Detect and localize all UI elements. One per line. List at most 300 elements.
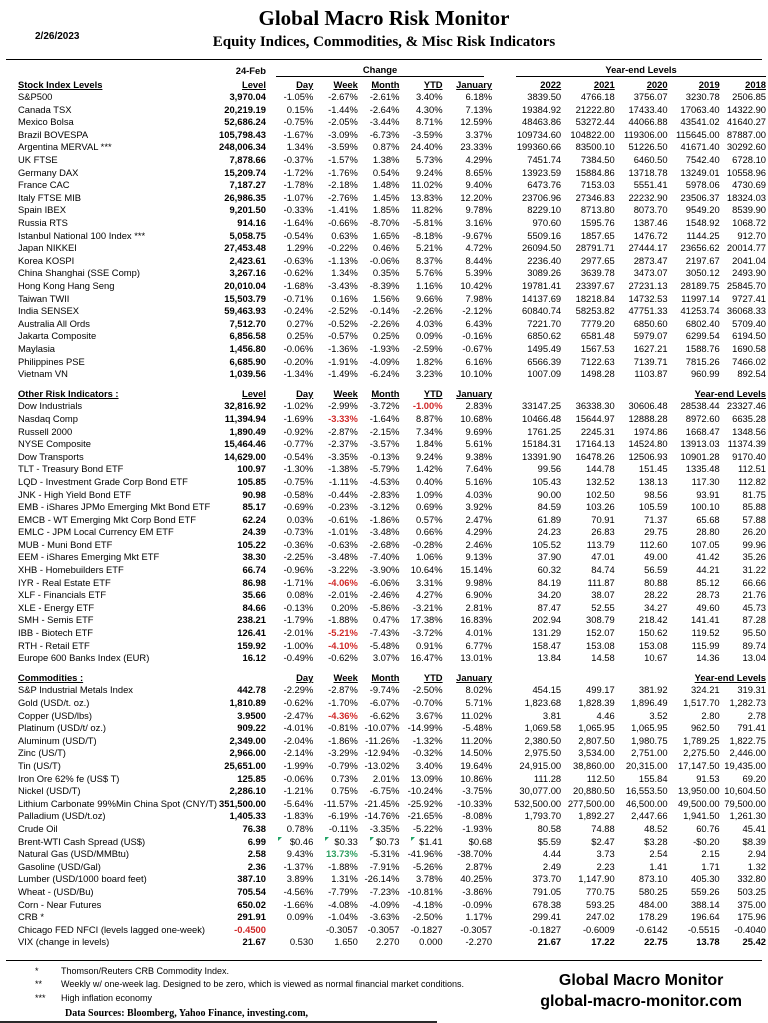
table-row	[2, 911, 768, 924]
cell-ye-2022: 111.28	[533, 772, 562, 784]
cell-ye-2019: -0.5515	[687, 923, 720, 935]
cell-ytd: 11.02%	[411, 179, 443, 191]
row-label: IBB - Biotech ETF	[18, 627, 94, 639]
cell-ye-2021: 104822.00	[570, 128, 615, 140]
cell-ye-2018: 95.50	[742, 627, 766, 639]
cell-ytd: -10.81%	[407, 885, 443, 897]
cell-month: -11.26%	[365, 734, 400, 746]
table-row	[2, 217, 768, 230]
cell-level: 11,394.94	[224, 412, 266, 424]
cell-ye-2019: 17063.40	[680, 103, 720, 115]
cell-ye-2018: 69.20	[742, 772, 766, 784]
cell-ye-2021: 38,860.00	[573, 759, 615, 771]
cell-month: -4.09%	[369, 898, 400, 910]
table-row	[2, 355, 768, 368]
cell-ytd: 5.21%	[415, 242, 443, 254]
cell-ye-2021: 3.73	[596, 848, 615, 860]
cell-ye-2021: 112.50	[586, 772, 615, 784]
cell-ye-2019: 41.42	[696, 551, 720, 563]
cell-ye-2021: 3,534.00	[578, 747, 615, 759]
cell-ye-2021: 1567.53	[580, 342, 615, 354]
cell-ye-2021: 2.23	[596, 860, 615, 872]
cell-month: -5.48%	[369, 639, 400, 651]
cell-january: -8.08%	[462, 810, 493, 822]
cell-day: -1.05%	[283, 91, 314, 103]
cell-ye-2022: 791.05	[532, 885, 562, 897]
table-row	[2, 760, 768, 773]
cell-ye-2019: 9549.20	[685, 204, 720, 216]
cell-ytd: -3.59%	[412, 128, 443, 140]
cell-day: -2.01%	[283, 627, 314, 639]
cell-ye-2020: 71.37	[644, 513, 668, 525]
table-row	[2, 488, 768, 501]
header-divider	[6, 59, 762, 60]
cell-level: 16.12	[242, 652, 266, 664]
cell-level: 24.39	[242, 526, 266, 538]
cell-ytd: -41.96%	[407, 848, 443, 860]
cell-ye-2020: 12506.93	[628, 450, 668, 462]
cell-month: -6.75%	[369, 785, 400, 797]
cell-january: 10.86%	[460, 772, 493, 784]
cell-ye-2020: 12888.28	[628, 412, 668, 424]
cell-ye-2020: 44066.88	[628, 116, 668, 128]
cell-ye-2020: 49.00	[644, 551, 668, 563]
cell-ye-2021: 23397.67	[575, 280, 615, 291]
table-row	[2, 129, 768, 142]
cell-ye-2022: 6850.62	[527, 330, 562, 342]
table-row	[2, 154, 768, 167]
cell-ye-2022: 19781.41	[522, 280, 562, 291]
cell-ye-2019: 7815.26	[685, 355, 720, 367]
cell-ye-2019: 1335.48	[685, 463, 720, 475]
cell-week: -4.06%	[328, 576, 358, 588]
table-row	[2, 672, 768, 685]
cell-ye-2021: 1857.65	[580, 229, 615, 241]
risk-table	[2, 64, 768, 956]
cell-level: 1,890.49	[229, 425, 266, 437]
cell-week: -11.57%	[323, 797, 358, 809]
cell-ye-2022: $5.59	[537, 835, 562, 847]
cell-ye-2020: 119306.00	[623, 128, 668, 140]
cell-ye-2022: 199360.66	[516, 141, 562, 153]
cell-ye-2021: 7122.63	[580, 355, 615, 367]
cell-level: 105,798.43	[219, 128, 266, 140]
cell-ye-2018: 41640.27	[726, 116, 766, 128]
cell-ye-2021: 308.79	[586, 614, 615, 626]
row-label: TLT - Treasury Bond ETF	[18, 463, 124, 475]
cell-ye-2021: 21222.80	[575, 103, 615, 115]
column-header-label: YTD	[423, 387, 443, 399]
cell-day: -0.77%	[283, 438, 314, 450]
cell-level: 2,349.00	[229, 734, 266, 746]
cell-month: -5.86%	[369, 601, 400, 613]
cell-month: -26.14%	[364, 873, 400, 885]
cell-ye-2019: 43541.02	[680, 116, 720, 128]
row-label: Hong Kong Hang Seng	[18, 280, 115, 291]
table-row	[2, 330, 768, 343]
cell-ytd: 0.66%	[415, 526, 443, 538]
cell-ye-2018: 892.54	[737, 368, 766, 380]
column-header-label: Month	[371, 387, 400, 399]
cell-ye-2022: 5509.16	[527, 229, 562, 241]
cell-january: 8.65%	[465, 166, 493, 178]
column-header-label: YTD	[423, 78, 443, 90]
table-row	[2, 747, 768, 760]
cell-ye-2021: 1,892.27	[578, 810, 615, 822]
cell-week: -1.70%	[328, 697, 358, 708]
cell-month: -5.31%	[369, 848, 400, 860]
cell-month: -2.61%	[369, 91, 400, 103]
cell-month: -3.72%	[369, 400, 400, 412]
cell-january: -2.270	[465, 936, 493, 948]
brand-site: global-macro-monitor.com	[540, 993, 742, 1011]
cell-ye-2018: 89.74	[742, 639, 766, 651]
row-label: Lithium Carbonate 99%Min China Spot (CNY/T)	[18, 797, 218, 809]
footer-divider	[6, 960, 762, 961]
cell-week: -2.87%	[328, 684, 358, 696]
cell-ye-2020: 2,751.00	[631, 747, 668, 759]
cell-ye-2019: 6802.40	[685, 317, 720, 329]
cell-week: -0.3057	[326, 923, 358, 935]
table-row	[2, 589, 768, 602]
yearend-group-header	[494, 64, 768, 78]
table-row	[2, 318, 768, 331]
cell-ye-2018: 1690.58	[732, 342, 766, 354]
row-label: Corn - Near Futures	[18, 898, 102, 910]
cell-ye-2018: 26.20	[742, 526, 766, 538]
cell-ye-2020: 22.75	[644, 936, 668, 948]
cell-january: 3.92%	[465, 501, 493, 513]
cell-ytd: 0.09%	[415, 330, 443, 342]
cell-day: -1.68%	[283, 280, 314, 291]
cell-january: 4.03%	[465, 488, 493, 500]
cell-ye-2018: 25845.70	[726, 280, 766, 291]
table-row	[2, 697, 768, 710]
cell-january: 9.98%	[465, 576, 493, 588]
cell-level: 159.92	[237, 639, 266, 651]
row-label: XHB - Homebuilders ETF	[18, 564, 124, 576]
cell-ye-2019: 65.68	[696, 513, 720, 525]
cell-month: -7.91%	[369, 860, 400, 872]
cell-january: 11.02%	[461, 709, 493, 721]
cell-month: 0.47%	[372, 614, 400, 626]
column-header-label: 2020	[646, 78, 668, 90]
cell-january: 10.42%	[460, 280, 493, 291]
table-row	[2, 640, 768, 653]
table-row	[2, 104, 768, 117]
change-group-header	[268, 64, 494, 78]
cell-ye-2021: 4766.18	[580, 91, 615, 103]
cell-ye-2019: 405.30	[690, 873, 720, 885]
cell-ye-2018: 19,435.00	[724, 759, 766, 771]
column-header-label: Week	[333, 671, 358, 683]
cell-january: 23.33%	[460, 141, 493, 153]
cell-week: 0.75%	[331, 785, 358, 797]
cell-week: -0.23%	[328, 501, 358, 513]
cell-ytd: 8.37%	[415, 254, 443, 266]
table-row	[2, 564, 768, 577]
cell-ytd: 17.38%	[410, 614, 443, 626]
table-row	[2, 835, 768, 848]
cell-ye-2018: 1.32	[747, 860, 766, 872]
row-label: Korea KOSPI	[18, 254, 75, 266]
row-label: Tin (US/T)	[18, 759, 61, 771]
cell-day: -0.24%	[283, 305, 314, 317]
cell-ye-2019: 44.21	[696, 564, 720, 576]
table-row	[2, 848, 768, 861]
cell-week: -1.11%	[328, 475, 358, 487]
group-header-label: Change	[276, 64, 484, 77]
cell-ye-2022: 21.67	[537, 936, 562, 948]
cell-ye-2019: 6299.54	[685, 330, 720, 342]
cell-ye-2021: 36338.30	[575, 400, 615, 412]
cell-ye-2020: 10.67	[644, 652, 668, 664]
cell-ye-2018: 503.25	[737, 885, 766, 897]
cell-ytd: -0.1827	[410, 923, 443, 935]
row-label: IYR - Real Estate ETF	[18, 576, 111, 588]
table-row	[2, 652, 768, 665]
cell-ye-2019: 115.99	[691, 639, 720, 651]
cell-january: -5.48%	[462, 722, 493, 734]
cell-week: -0.63%	[328, 538, 358, 550]
footnote-marker: **	[35, 979, 43, 990]
cell-week: -0.61%	[328, 513, 358, 525]
cell-ye-2021: 1,065.95	[578, 722, 615, 734]
row-label: XLF - Financials ETF	[18, 589, 107, 601]
cell-ye-2019: 23506.37	[680, 191, 720, 203]
row-label: Jakarta Composite	[18, 330, 97, 342]
cell-day: -1.66%	[283, 898, 314, 910]
cell-ye-2018: 11374.39	[727, 438, 766, 450]
row-label: Dow Industrials	[18, 400, 83, 412]
row-label: Italy FTSE MIB	[18, 191, 82, 203]
cell-ye-2021: 83500.10	[575, 141, 615, 153]
table-row	[2, 476, 768, 489]
cell-ye-2022: 7451.74	[527, 154, 562, 166]
cell-ye-2018: 45.41	[742, 822, 766, 834]
cell-month: 2.270	[375, 936, 400, 948]
cell-ye-2020: 5979.07	[633, 330, 668, 342]
cell-week: -2.87%	[328, 425, 358, 437]
cell-level: 126.41	[237, 627, 266, 639]
column-header-label: 2019	[698, 78, 720, 90]
table-row	[2, 78, 768, 91]
cell-ye-2018: 2,446.00	[729, 747, 766, 759]
cell-level: 1,039.56	[229, 368, 266, 380]
column-header-label: Level	[241, 387, 266, 399]
table-row	[2, 64, 768, 78]
cell-ye-2021: 1,828.39	[578, 697, 615, 708]
column-header-label: Year-end Levels	[694, 671, 766, 683]
yearend-group-header	[494, 672, 768, 685]
cell-level: 76.38	[242, 822, 266, 834]
cell-day: -1.67%	[283, 128, 314, 140]
cell-day: -0.06%	[283, 342, 314, 354]
column-header-label: January	[456, 78, 493, 90]
cell-ytd: 0.000	[419, 936, 443, 948]
cell-ye-2018: 85.88	[742, 501, 766, 513]
row-label: Nickel (USD/T)	[18, 785, 81, 797]
table-row	[2, 91, 768, 104]
cell-day: 0.530	[289, 936, 314, 948]
cell-january: 12.59%	[460, 116, 493, 128]
cell-ye-2022: 14137.69	[522, 292, 562, 304]
cell-month: -1.64%	[369, 412, 400, 424]
cell-ye-2018: 375.00	[737, 898, 766, 910]
cell-january: 4.72%	[465, 242, 493, 254]
brand-name: Global Macro Monitor	[558, 971, 724, 989]
cell-month: 1.48%	[372, 179, 400, 191]
cell-ytd: 24.40%	[410, 141, 443, 153]
cell-ytd: 13.83%	[410, 191, 443, 203]
cell-ytd: 3.23%	[415, 368, 443, 380]
cell-ye-2020: -0.6142	[635, 923, 668, 935]
cell-day: -0.58%	[283, 488, 314, 500]
cell-ytd: -5.22%	[412, 822, 443, 834]
cell-level: 6,856.58	[229, 330, 266, 342]
cell-month: -2.68%	[369, 538, 400, 550]
cell-day: 0.27%	[286, 317, 314, 329]
cell-ye-2019: 107.05	[690, 538, 720, 550]
cell-month: -0.13%	[369, 450, 400, 462]
cell-week: -3.09%	[328, 128, 358, 140]
cell-ye-2021: 593.25	[586, 898, 615, 910]
cell-ye-2020: 3.52	[649, 709, 668, 721]
cell-ye-2021: 111.87	[587, 576, 615, 588]
row-label: Dow Transports	[18, 450, 84, 462]
cell-day: -5.64%	[283, 797, 314, 809]
row-label: EEM - iShares Emerging Mkt ETF	[18, 551, 160, 563]
yearend-group-header	[494, 388, 768, 401]
cell-level: 26,986.35	[224, 191, 266, 203]
row-label: UK FTSE	[18, 154, 58, 166]
footnote-text: Weekly w/ one-week lag. Designed to be zero, which is viewed as normal financial market conditions.	[61, 979, 465, 990]
cell-ye-2022: 105.52	[532, 538, 562, 550]
cell-january: 5.39%	[465, 267, 493, 279]
cell-level: 14,629.00	[224, 450, 266, 462]
cell-ye-2022: 6566.39	[527, 355, 562, 367]
cell-january: 3.16%	[465, 217, 493, 229]
row-label: Chicago FED NFCI (levels lagged one-week)	[18, 923, 206, 935]
cell-ye-2019: 5978.06	[685, 179, 720, 191]
table-row	[2, 305, 768, 318]
cell-day: 0.09%	[286, 911, 314, 923]
cell-week: -0.11%	[328, 822, 358, 834]
cell-ye-2018: 99.96	[742, 538, 766, 550]
cell-level: 2.36	[247, 860, 266, 872]
table-row	[2, 388, 768, 401]
cell-ye-2020: 580.25	[638, 885, 668, 897]
cell-ye-2018: 1,261.30	[729, 810, 766, 822]
cell-level: 38.30	[242, 551, 266, 563]
row-label: Russell 2000	[18, 425, 73, 437]
cell-month: -13.02%	[364, 759, 400, 771]
cell-ye-2020: 105.59	[638, 501, 668, 513]
cell-ytd: -2.50%	[412, 684, 443, 696]
cell-january: -0.67%	[462, 342, 493, 354]
cell-level: 1,405.33	[229, 810, 266, 822]
cell-ye-2018: 2506.85	[732, 91, 766, 103]
cell-week: -3.48%	[328, 551, 358, 563]
row-label: NYSE Composite	[18, 438, 91, 450]
row-label: Australia All Ords	[18, 317, 90, 329]
cell-month: 2.01%	[372, 772, 400, 784]
cell-ye-2020: 138.13	[638, 475, 668, 487]
cell-month: 0.46%	[372, 242, 400, 254]
col-header-level	[219, 388, 268, 401]
cell-ye-2019: 2.80	[701, 709, 720, 721]
cell-ye-2021: 26.83	[591, 526, 615, 538]
cell-day: -1.79%	[283, 614, 314, 626]
cell-ye-2021: 1,147.90	[578, 873, 615, 885]
cell-january: 11.20%	[461, 734, 493, 746]
cell-week: -1.41%	[328, 204, 358, 216]
table-row	[2, 949, 768, 956]
cell-ytd: -0.70%	[412, 697, 443, 708]
cell-ye-2018: 332.80	[737, 873, 766, 885]
table-row	[2, 400, 768, 413]
cell-month: -3.12%	[369, 501, 400, 513]
cell-day: -4.56%	[283, 885, 314, 897]
cell-ye-2021: 144.78	[586, 463, 615, 475]
table-row	[2, 602, 768, 615]
cell-january: -10.33%	[457, 797, 493, 809]
cell-ye-2022: 99.56	[537, 463, 562, 475]
cell-ytd: -3.72%	[412, 627, 443, 639]
cell-week: -0.57%	[328, 330, 358, 342]
cell-ye-2022: 7221.70	[527, 317, 562, 329]
cell-ye-2021: 152.07	[586, 627, 615, 639]
cell-day: -0.36%	[283, 538, 314, 550]
cell-month: -6.24%	[369, 368, 400, 380]
cell-month: -21.45%	[364, 797, 400, 809]
section-header	[2, 672, 219, 685]
cell-ye-2021: 8713.80	[580, 204, 615, 216]
row-label: Lumber (USD/1000 board feet)	[18, 873, 147, 885]
cell-ytd: 10.64%	[410, 564, 443, 576]
cell-ye-2019: 1.71	[701, 860, 720, 872]
cell-january: 13.01%	[460, 652, 493, 664]
table-row	[2, 179, 768, 192]
cell-january: $0.68	[468, 835, 493, 847]
cell-level: 6.99	[247, 835, 266, 847]
cell-ye-2019: 11997.14	[681, 292, 720, 304]
row-label: Gold (USD/t. oz.)	[18, 697, 90, 708]
cell-ye-2019: 10901.28	[680, 450, 720, 462]
col-header-2019	[670, 78, 722, 91]
row-label: Aluminum (USD/T)	[18, 734, 97, 746]
cell-ytd: 3.78%	[415, 873, 443, 885]
cell-ytd: -8.18%	[412, 229, 443, 241]
cell-month: -1.86%	[369, 513, 400, 525]
cell-ye-2019: 85.12	[696, 576, 720, 588]
cell-level: 442.78	[237, 684, 266, 696]
cell-ye-2020: 1627.21	[633, 342, 668, 354]
row-label: EMB - iShares JPMo Emerging Mkt Bond ETF	[18, 501, 211, 513]
table-row	[2, 898, 768, 911]
cell-ye-2019: 8972.60	[685, 412, 720, 424]
cell-day: -1.37%	[283, 860, 314, 872]
cell-january: -3.75%	[462, 785, 493, 797]
cell-ye-2021: 132.52	[586, 475, 615, 487]
cell-week: -1.13%	[328, 254, 358, 266]
cell-january: 6.90%	[465, 589, 493, 601]
col-header-week	[315, 388, 360, 401]
cell-ye-2022: 84.59	[537, 501, 562, 513]
cell-january: -2.12%	[462, 305, 493, 317]
cell-ye-2022: 2,975.50	[524, 747, 562, 759]
cell-ye-2022: 37.90	[537, 551, 562, 563]
